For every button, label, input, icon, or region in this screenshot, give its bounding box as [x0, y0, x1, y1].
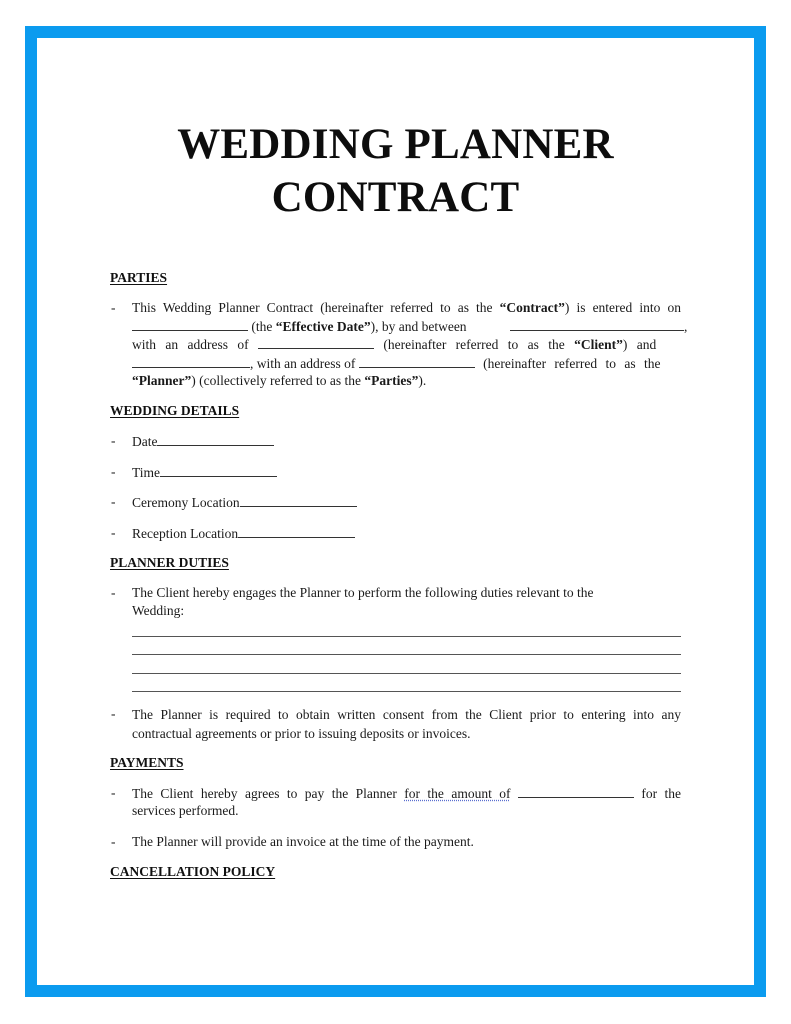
- text: ) is entered into on: [564, 300, 681, 315]
- ceremony-location-field[interactable]: [240, 494, 357, 507]
- text: ).: [418, 373, 427, 388]
- duties-blank-line-2[interactable]: [132, 654, 681, 655]
- term-planner: “Planner”: [132, 373, 192, 388]
- parties-line-5: [132, 373, 426, 389]
- detail-label: Reception Location: [132, 526, 239, 541]
- section-heading-parties: PARTIES: [110, 270, 168, 285]
- text: ) (collectively referred to as the: [191, 373, 365, 388]
- effective-date-blank[interactable]: [132, 318, 248, 331]
- detail-time: [132, 464, 277, 481]
- planner-address-blank[interactable]: [359, 355, 475, 368]
- detail-reception-location: [132, 525, 355, 542]
- term-parties: “Parties”: [364, 373, 419, 388]
- text: , with an address of: [250, 356, 359, 371]
- term-client: “Client”: [574, 337, 623, 352]
- term-effective-date: “Effective Date”: [275, 319, 371, 334]
- text: The Client hereby agrees to pay the Planner: [132, 786, 405, 801]
- planner-name-blank[interactable]: [132, 355, 250, 368]
- bullet-dash: -: [111, 785, 116, 800]
- detail-date: [132, 433, 274, 450]
- bullet-dash: -: [111, 300, 116, 315]
- text: ), by and between: [370, 319, 470, 334]
- duties-intro-line-1: The Client hereby engages the Planner to perform the following duties relevant to the: [132, 585, 594, 600]
- bullet-dash: -: [111, 525, 116, 540]
- detail-label: Ceremony Location: [132, 495, 240, 510]
- client-address-blank[interactable]: [258, 336, 374, 349]
- bullet-dash: -: [111, 433, 116, 448]
- detail-label: Date: [132, 434, 158, 449]
- text: (hereinafter referred to as the: [373, 337, 575, 352]
- amount-phrase: for the amount of: [404, 786, 511, 801]
- duties-blank-line-4[interactable]: [132, 691, 681, 692]
- bullet-dash: -: [111, 464, 116, 479]
- parties-line-3: [132, 336, 656, 353]
- parties-line-2: [132, 318, 687, 335]
- document-title-line-2: CONTRACT: [271, 174, 520, 221]
- text: ,: [683, 319, 688, 334]
- text: (the: [248, 319, 276, 334]
- detail-label: Time: [132, 465, 161, 480]
- detail-ceremony-location: [132, 494, 357, 511]
- section-heading-planner-duties: PLANNER DUTIES: [110, 555, 229, 570]
- parties-line-4: [132, 355, 661, 372]
- section-heading-wedding-details: WEDDING DETAILS: [110, 403, 240, 418]
- section-heading-cancellation-policy: CANCELLATION POLICY: [110, 864, 276, 879]
- text: for the: [633, 786, 681, 801]
- text: This Wedding Planner Contract (hereinafter referred to as the: [132, 300, 500, 315]
- date-field[interactable]: [157, 433, 274, 446]
- duties-consent-paragraph: The Planner is required to obtain written consent from the Client prior to entering into any contractual agreements or prior to issuing deposits or invoices.: [132, 707, 681, 741]
- payment-amount-blank[interactable]: [518, 785, 634, 798]
- payments-line-1: [132, 785, 681, 802]
- bullet-dash: -: [111, 494, 116, 509]
- duties-blank-line-3[interactable]: [132, 673, 681, 674]
- payments-line-2: services performed.: [132, 803, 239, 818]
- term-contract: “Contract”: [499, 300, 565, 315]
- client-name-blank[interactable]: [510, 318, 684, 331]
- time-field[interactable]: [160, 464, 277, 477]
- duties-intro-line-2: Wedding:: [132, 603, 185, 618]
- bullet-dash: -: [111, 706, 116, 721]
- duties-blank-line-1[interactable]: [132, 636, 681, 637]
- payments-invoice-line: The Planner will provide an invoice at the time of the payment.: [132, 834, 474, 849]
- section-heading-payments: PAYMENTS: [110, 755, 184, 770]
- text: with an address of: [132, 337, 258, 352]
- reception-location-field[interactable]: [238, 525, 355, 538]
- text: ) and: [622, 337, 657, 352]
- text: (hereinafter referred to as the: [474, 356, 661, 371]
- document-title-line-1: WEDDING PLANNER: [177, 121, 614, 168]
- bullet-dash: -: [111, 585, 116, 600]
- bullet-dash: -: [111, 834, 116, 849]
- parties-line-1: [132, 300, 681, 316]
